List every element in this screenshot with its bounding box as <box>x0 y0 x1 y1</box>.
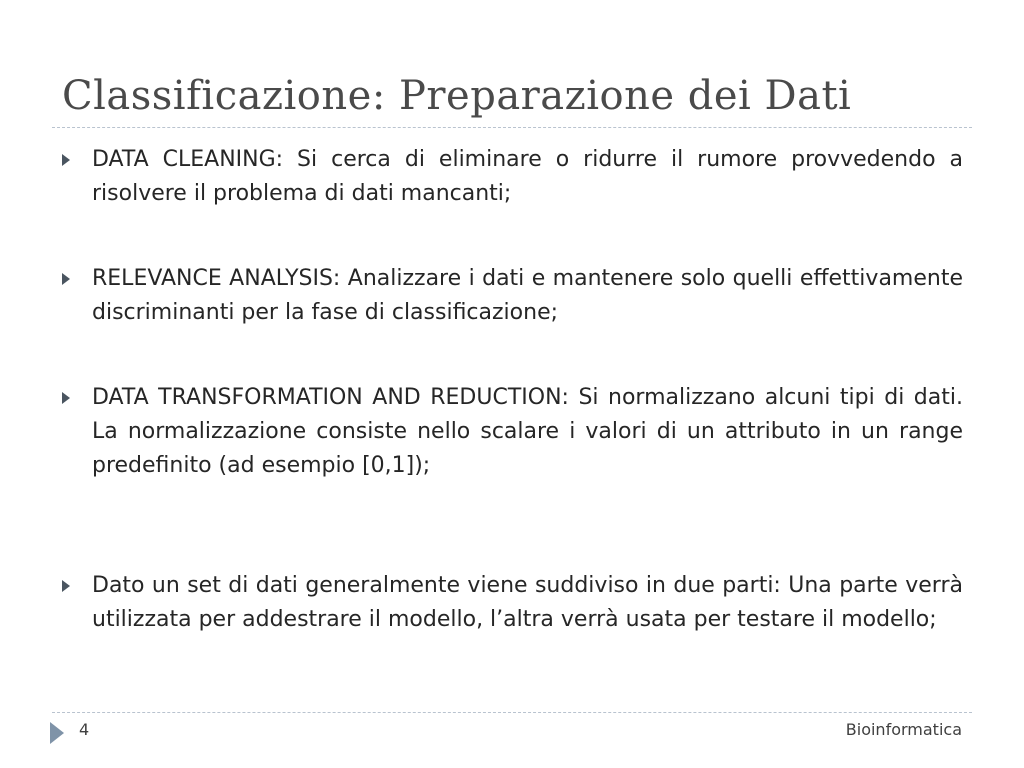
footer-arrow-icon <box>50 722 64 744</box>
bullet-item <box>62 143 963 211</box>
bullet-item <box>62 569 963 637</box>
title-divider <box>52 127 972 128</box>
bullet-item <box>62 262 963 330</box>
bullet-text: DATA CLEANING: Si cerca di eliminare o ridurre il rumore provvedendo a risolvere il problema di dati mancanti; <box>92 147 963 206</box>
footer-label: Bioinformatica <box>845 720 962 739</box>
triangle-bullet-icon <box>62 392 70 404</box>
triangle-bullet-icon <box>62 273 70 285</box>
bullet-text: Dato un set di dati generalmente viene suddiviso in due parti: Una parte verrà utilizzata per addestrare il modello, l’altra verrà usata per testare il modello; <box>92 573 963 632</box>
bullet-item <box>62 381 963 483</box>
triangle-bullet-icon <box>62 154 70 166</box>
bullet-text: RELEVANCE ANALYSIS: Analizzare i dati e mantenere solo quelli effettivamente discriminanti per la fase di classificazione; <box>92 266 963 325</box>
bullet-text: DATA TRANSFORMATION AND REDUCTION: Si normalizzano alcuni tipi di dati. La normalizzazione consiste nello scalare i valori di un attributo in un range predefinito (ad esempio [0,1]); <box>92 385 963 478</box>
triangle-bullet-icon <box>62 580 70 592</box>
bullet-list <box>62 143 963 637</box>
slide-title: Classificazione: Preparazione dei Dati <box>62 73 852 119</box>
footer-divider <box>52 712 972 713</box>
page-number: 4 <box>79 720 90 739</box>
